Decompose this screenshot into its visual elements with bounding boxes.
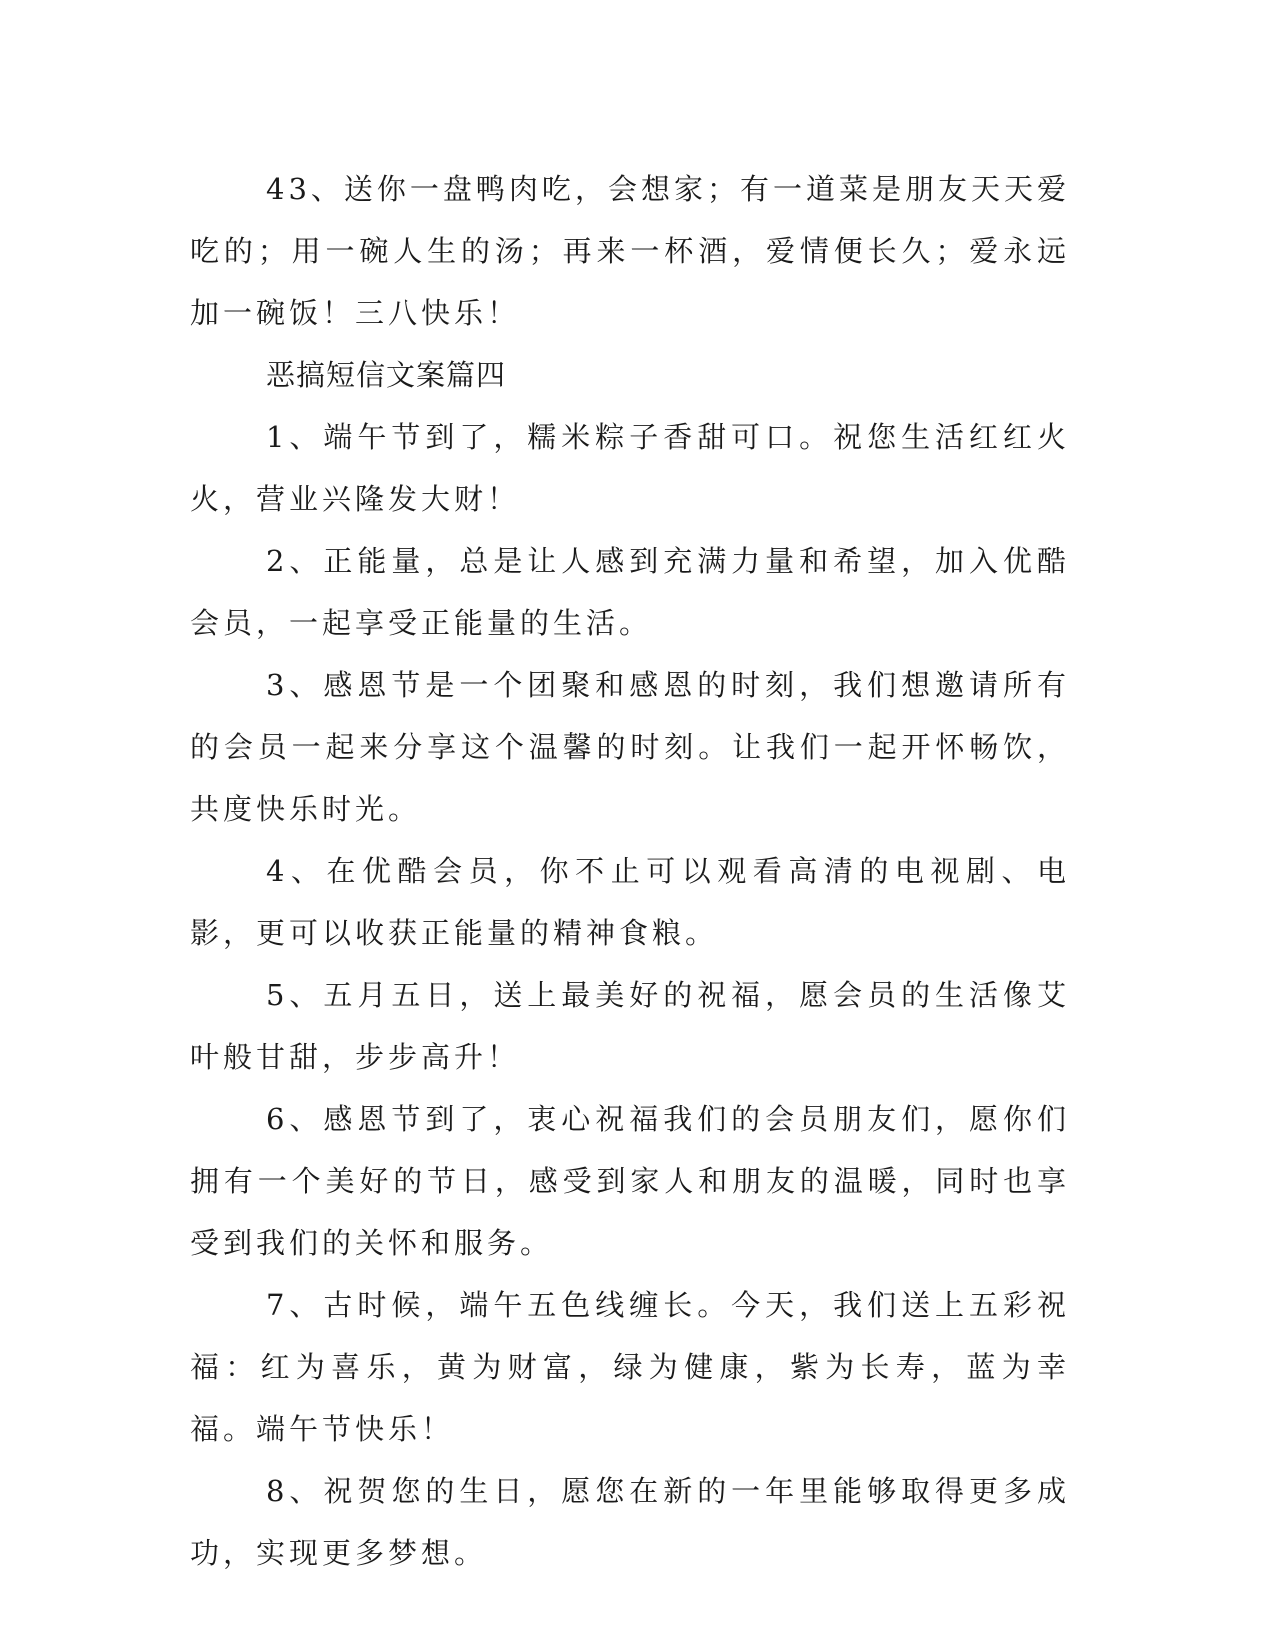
paragraph-3: 3、感恩节是一个团聚和感恩的时刻，我们想邀请所有的会员一起来分享这个温馨的时刻。让我们一起开怀畅饮，共度快乐时光。 xyxy=(190,668,1070,826)
section-heading: 恶搞短信文案篇四 xyxy=(266,358,507,392)
paragraph-7: 7、古时候，端午五色线缠长。今天，我们送上五彩祝福：红为喜乐，黄为财富，绿为健康，紫为长寿，蓝为幸福。端午节快乐！ xyxy=(190,1288,1070,1446)
paragraph-43: 43、送你一盘鸭肉吃，会想家；有一道菜是朋友天天爱吃的；用一碗人生的汤；再来一杯酒，爱情便长久；爱永远加一碗饭！三八快乐！ xyxy=(190,172,1070,330)
document-body xyxy=(190,158,1070,1584)
paragraph-1: 1、端午节到了，糯米粽子香甜可口。祝您生活红红火火，营业兴隆发大财！ xyxy=(190,420,1070,516)
paragraph-5: 5、五月五日，送上最美好的祝福，愿会员的生活像艾叶般甘甜，步步高升！ xyxy=(190,978,1070,1074)
paragraph-2: 2、正能量，总是让人感到充满力量和希望，加入优酷会员，一起享受正能量的生活。 xyxy=(190,544,1070,640)
paragraph-6: 6、感恩节到了，衷心祝福我们的会员朋友们，愿你们拥有一个美好的节日，感受到家人和朋友的温暖，同时也享受到我们的关怀和服务。 xyxy=(190,1102,1070,1260)
paragraph-8: 8、祝贺您的生日，愿您在新的一年里能够取得更多成功，实现更多梦想。 xyxy=(190,1474,1070,1570)
paragraph-4: 4、在优酷会员，你不止可以观看高清的电视剧、电影，更可以收获正能量的精神食粮。 xyxy=(190,854,1070,950)
